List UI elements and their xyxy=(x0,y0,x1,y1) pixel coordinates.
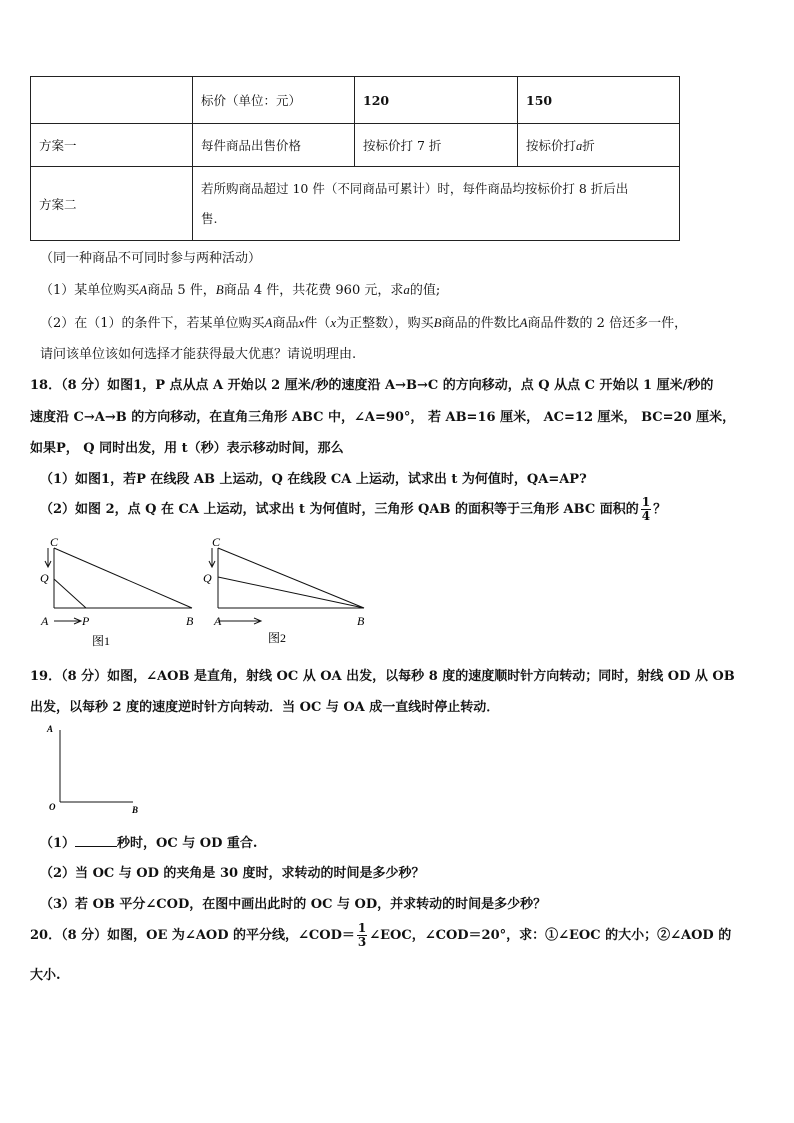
label-o: O xyxy=(49,802,56,812)
figure-caption: 图2 xyxy=(268,631,287,645)
segment-qp xyxy=(54,579,86,608)
cell-text: 售. xyxy=(201,210,218,226)
right-angle-diagram xyxy=(40,720,150,820)
table-cell: 标价（单位：元） xyxy=(193,77,355,124)
answer-blank[interactable] xyxy=(75,834,117,847)
label-c: C xyxy=(212,535,221,549)
variable-a: a xyxy=(576,139,583,153)
cell-text: 若所购商品超过 10 件（不同商品可累计）时，每件商品均按标价打 8 折后出 xyxy=(201,180,629,196)
label-q: Q xyxy=(40,571,49,585)
table-cell: 每件商品出售价格 xyxy=(193,124,355,167)
q19-part3: （3）若 OB 平分∠COD，在图中画出此时的 OC 与 OD，并求转动的时间是多少秒？ xyxy=(40,897,547,912)
figure-1-diagram xyxy=(36,534,206,649)
q19-stem-line2: 出发，以每秒 2 度的速度逆时针方向转动．当 OC 与 OA 成一直线时停止转动． xyxy=(30,700,500,715)
table-cell: 按标价打 7 折 xyxy=(355,124,518,167)
label-b: B xyxy=(357,614,365,628)
table-cell: 150 xyxy=(518,77,680,124)
q18-stem-line3: 如果P， Q 同时出发，用 t（秒）表示移动时间，那么 xyxy=(30,441,344,456)
segment-cb xyxy=(54,548,192,608)
q19-part2: （2）当 OC 与 OD 的夹角是 30 度时，求转动的时间是多少秒？ xyxy=(40,866,425,881)
cell-text: 折 xyxy=(582,138,595,153)
q18-stem-line2: 速度沿 C→A→B 的方向移动，在直角三角形 ABC 中，∠A=90°， 若 AB=16 厘米， AC=12 厘米， BC=20 厘米， xyxy=(30,410,736,425)
q18-part1: （1）如图1，若P 在线段 AB 上运动，Q 在线段 CA 上运动，试求出 t 为何值时，QA=AP? xyxy=(40,472,587,487)
label-b: B xyxy=(186,614,194,628)
table-cell: 方案二 xyxy=(31,167,193,241)
figure-caption: 图1 xyxy=(92,634,111,648)
q18-part2: （2）如图 2，点 Q 在 CA 上运动，试求出 t 为何值时，三角形 QAB 的面积等于三角形 ABC 面积的 $\frac{1}{4}$ ？ xyxy=(40,495,667,523)
pricing-table xyxy=(30,76,680,241)
table-row xyxy=(31,77,680,124)
q18-stem-line1: 18．（8 分）如图1，P 点从点 A 开始以 2 厘米/秒的速度沿 A→B→C 的方向移动，点 Q 从点 C 开始以 1 厘米/秒的 xyxy=(30,378,714,393)
table-cell xyxy=(193,167,680,241)
label-p: P xyxy=(82,614,90,628)
table-row xyxy=(31,167,680,241)
q17-part1: （1）某单位购买A商品 5 件，B商品 4 件，共花费 960 元，求a的值; xyxy=(40,282,441,298)
q20-stem-line2: 大小. xyxy=(30,968,61,983)
q19-stem-line1: 19．（8 分）如图，∠AOB 是直角，射线 OC 从 OA 出发，以每秒 8 度的速度顺时针方向转动；同时，射线 OD 从 OB xyxy=(30,669,735,684)
fraction: $\frac{1}{3}$ xyxy=(357,921,367,949)
label-a: A xyxy=(41,614,49,628)
q17-part2-line1: （2）在（1）的条件下，若某单位购买A商品x件（x为正整数），购买B商品的件数比A商品件数的 2 倍还多一件， xyxy=(40,315,688,331)
q17-part2-line2: 请问该单位该如何选择才能获得最大优惠？请说明理由. xyxy=(40,347,357,362)
label-a: A xyxy=(47,724,54,734)
label-c: C xyxy=(50,535,59,549)
figure-2-diagram xyxy=(200,534,380,649)
label-q: Q xyxy=(203,571,212,585)
table-cell xyxy=(518,124,680,167)
q17-note: （同一种商品不可同时参与两种活动） xyxy=(40,251,262,266)
label-b: B xyxy=(132,805,139,815)
fraction: $\frac{1}{4}$ xyxy=(641,495,651,523)
segment-qb xyxy=(218,577,364,608)
table-row xyxy=(31,124,680,167)
label-a: A xyxy=(214,614,222,628)
cell-text: 按标价打 xyxy=(526,138,577,153)
q20-stem-line1: 20．（8 分）如图，OE 为∠AOD 的平分线，∠COD＝ $\frac{1}{3}$ ∠EOC，∠COD＝20°，求：①∠EOC 的大小；②∠AOD 的 xyxy=(30,921,732,949)
q19-part1: （1） 秒时，OC 与 OD 重合. xyxy=(40,836,258,851)
table-cell xyxy=(31,77,193,124)
table-cell: 120 xyxy=(355,77,518,124)
segment-cb xyxy=(218,548,364,608)
table-cell: 方案一 xyxy=(31,124,193,167)
